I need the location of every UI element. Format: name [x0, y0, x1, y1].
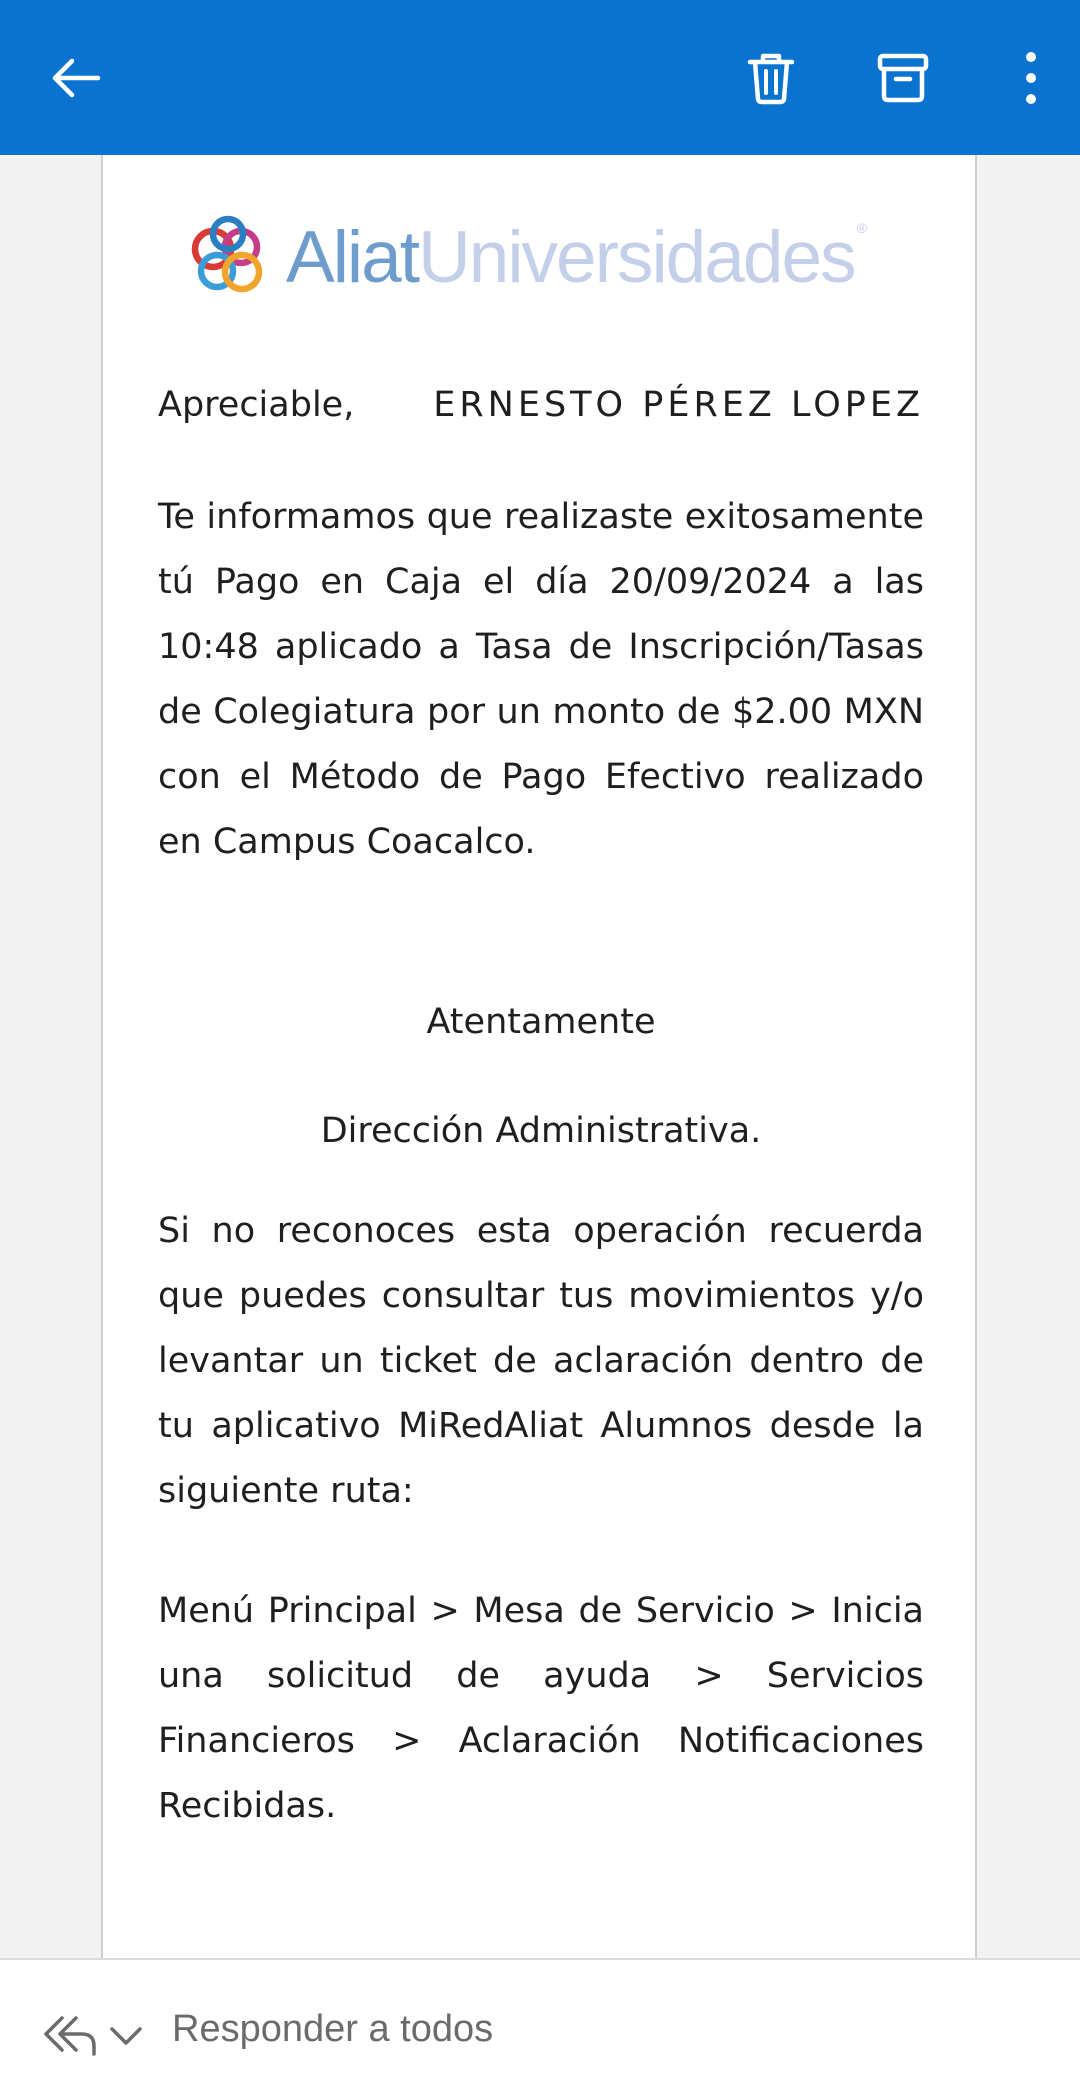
delete-button[interactable]: [729, 36, 813, 120]
archive-button[interactable]: [861, 36, 945, 120]
back-button[interactable]: [34, 36, 118, 120]
closing-text: Atentamente: [426, 1002, 656, 1042]
trash-icon: [741, 48, 801, 108]
greeting-label: Apreciable,: [158, 385, 355, 425]
logo-wordmark: [286, 216, 865, 298]
email-body: [101, 155, 977, 1958]
payment-confirmation-paragraph: Te informamos que realizaste exitosamente tú Pago en Caja el día 20/09/2024 a las 10:48 aplicado a Tasa de Inscripción/Tasas de Colegiatura por un monto de $2.00 MXN con el Método de Pago Efectivo realizado en Campus Coacalco.: [158, 497, 924, 862]
logo-registered-mark: ®: [856, 219, 865, 236]
aliat-logo: [186, 207, 865, 307]
recipient-name: ERNESTO PÉREZ LOPEZ: [433, 385, 924, 425]
menu-route-paragraph: Menú Principal > Mesa de Servicio > Inicia una solicitud de ayuda > Servicios Financieros > Aclaración Notificaciones Recibidas.: [158, 1591, 924, 1826]
reply-all-icon[interactable]: [40, 2010, 98, 2060]
reply-bar: [0, 1958, 1080, 2100]
kebab-menu-icon: [989, 48, 1049, 108]
more-options-button[interactable]: [977, 36, 1061, 120]
app-toolbar: [0, 0, 1080, 155]
logo-brand-secondary: Universidades: [418, 216, 855, 298]
signature-text: Dirección Administrativa.: [320, 1111, 762, 1151]
chevron-down-icon[interactable]: [106, 2016, 146, 2056]
aliat-flower-icon: [186, 211, 270, 303]
arrow-left-icon: [46, 48, 106, 108]
unrecognized-operation-paragraph: Si no reconoces esta operación recuerda que puedes consultar tus movimientos y/o levantar un ticket de aclaración dentro de tu aplicativo MiRedAliat Alumnos desde la siguiente ruta:: [158, 1211, 924, 1511]
reply-all-button[interactable]: Responder a todos: [172, 2008, 494, 2050]
archive-icon: [873, 48, 933, 108]
logo-brand-primary: Aliat: [286, 216, 419, 298]
greeting-line: [158, 373, 924, 438]
